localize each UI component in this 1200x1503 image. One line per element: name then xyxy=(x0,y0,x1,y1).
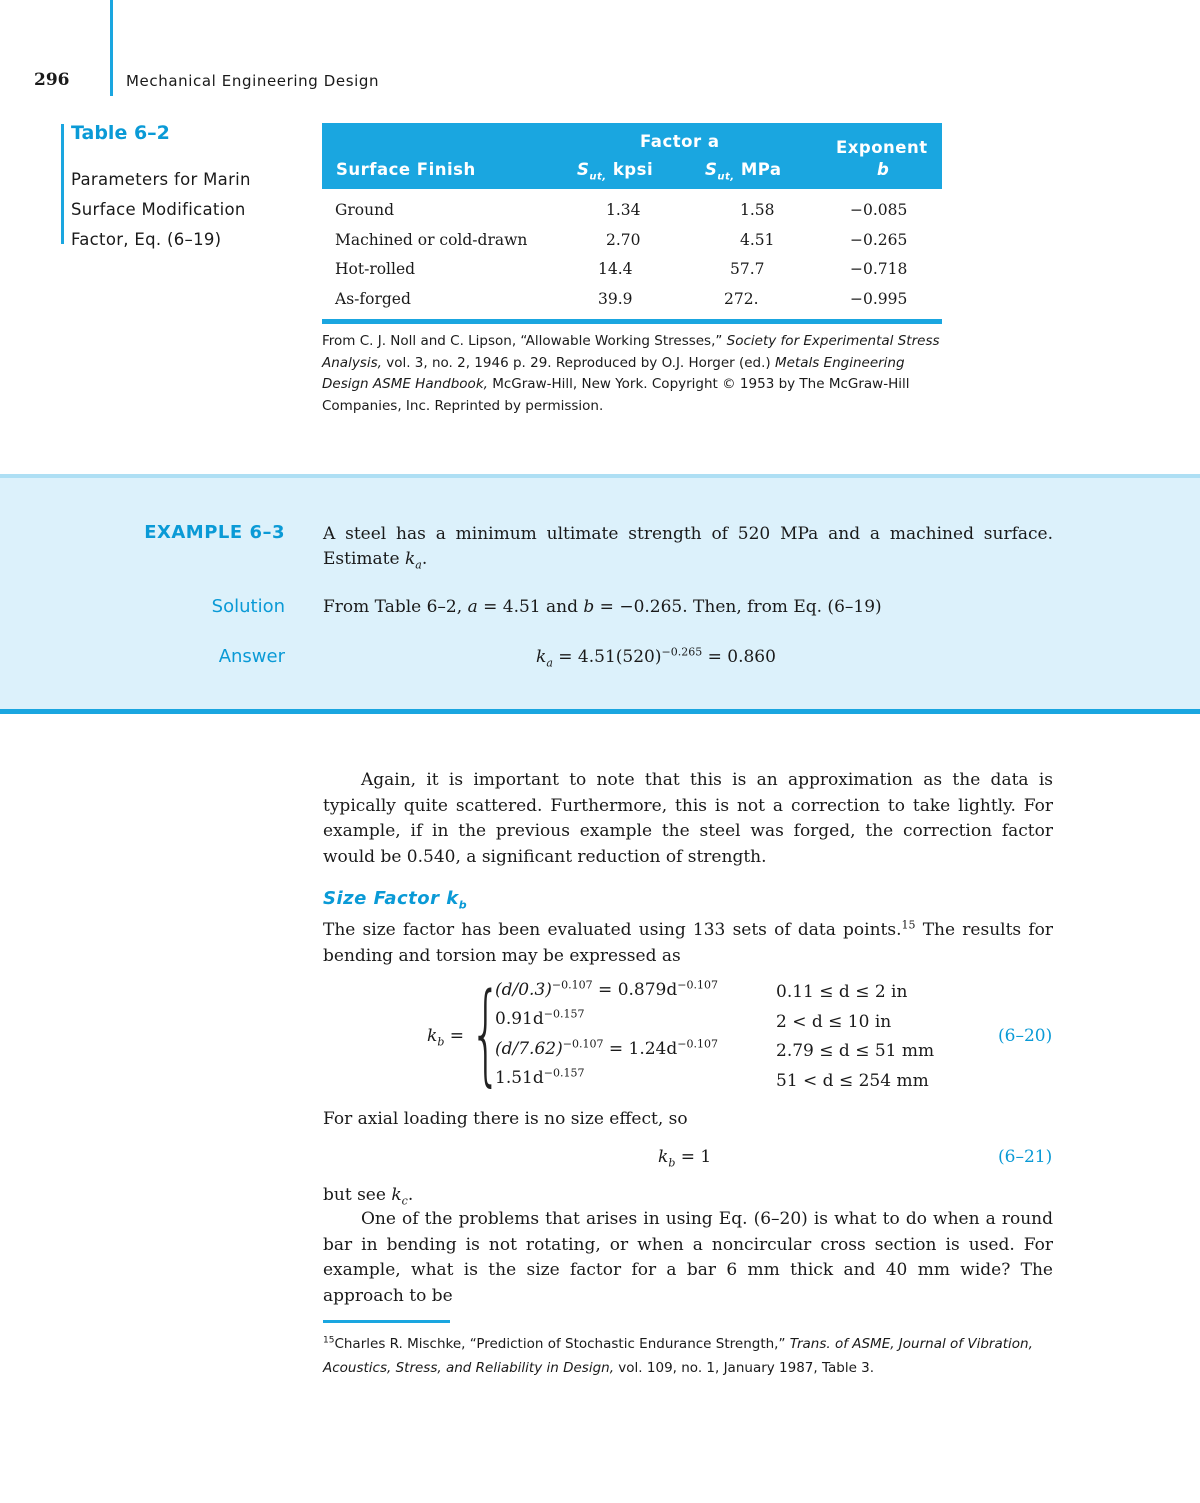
heading-text: Size Factor xyxy=(323,888,447,909)
case-exp: −0.157 xyxy=(543,1007,585,1021)
table-source-note xyxy=(322,331,942,417)
page-number: 296 xyxy=(34,70,70,90)
note-handbook: Metals Engineering Design ASME Handbook, xyxy=(322,354,905,392)
eq620-case xyxy=(495,980,718,1000)
exponent-header: Exponent xyxy=(836,138,928,157)
cell-kpsi: 2.70 xyxy=(606,231,641,249)
cell-kpsi: 14.4 xyxy=(598,260,633,278)
example-band-bottom-rule xyxy=(0,709,1200,714)
case-expr: (d/7.62) xyxy=(495,1039,563,1059)
var-sub: a xyxy=(415,558,422,572)
footnote-rule xyxy=(323,1320,450,1323)
cell-kpsi: 1.34 xyxy=(606,201,641,219)
sut-symbol: S xyxy=(577,160,590,179)
cell-finish: Machined or cold-drawn xyxy=(335,231,528,249)
solution-part: = −0.265. Then, from Eq. (6–19) xyxy=(594,597,882,617)
var-sub: b xyxy=(437,1035,445,1049)
footnote-part: Charles R. Mischke, “Prediction of Stochastic Endurance Strength,” xyxy=(334,1336,790,1352)
case-exp: −0.107 xyxy=(551,978,593,992)
heading-k: k xyxy=(446,888,459,909)
cell-kpsi: 39.9 xyxy=(598,290,633,308)
eq621-number: (6–21) xyxy=(998,1147,1053,1167)
cell-finish: As-forged xyxy=(335,290,411,308)
cell-b: −0.265 xyxy=(850,231,908,249)
case-expr: (d/0.3) xyxy=(495,980,552,1000)
para-part: . xyxy=(407,1185,414,1205)
caption-rule xyxy=(61,124,64,244)
table-bottom-rule xyxy=(322,319,942,324)
eq620-brace: { xyxy=(470,969,502,1097)
case-exp: −0.157 xyxy=(543,1066,585,1080)
table-row xyxy=(322,196,942,226)
solution-label: Solution xyxy=(211,596,285,617)
paragraph-see-kc xyxy=(323,1183,1053,1209)
sut-sub: ut, xyxy=(717,171,735,183)
table-label: Table 6–2 xyxy=(71,122,170,144)
cell-mpa: 57.7 xyxy=(730,260,765,278)
eq620-cond: 2.79 ≤ d ≤ 51 mm xyxy=(776,1041,935,1061)
eq620-case xyxy=(495,1068,584,1088)
table-caption: Parameters for Marin Surface Modification Factor, Eq. (6–19) xyxy=(71,170,251,249)
eq620-cond: 0.11 ≤ d ≤ 2 in xyxy=(776,982,908,1002)
footnote-part: vol. 109, no. 1, January 1987, Table 3. xyxy=(614,1360,875,1376)
factor-a-header xyxy=(640,132,719,151)
cell-mpa: 4.51 xyxy=(740,231,775,249)
case-expr: 0.91d xyxy=(495,1009,544,1029)
header-rule xyxy=(110,0,113,96)
eq-rhs: = 1 xyxy=(675,1147,712,1167)
footnote xyxy=(323,1332,1063,1380)
table-row xyxy=(322,255,942,285)
case-exp: −0.107 xyxy=(677,1037,718,1051)
equals: = xyxy=(444,1026,465,1046)
example-label: EXAMPLE 6–3 xyxy=(144,522,285,543)
case-expr: = 0.879d xyxy=(592,980,678,1000)
var-k: k xyxy=(658,1147,669,1167)
answer-equation xyxy=(536,645,776,670)
footnote-ref: 15 xyxy=(901,918,916,932)
eq620-case xyxy=(495,1039,718,1059)
paragraph-noncircular: One of the problems that arises in using Eq. (6–20) is what to do when a round bar in bending is not rotating, or when a noncircular cross section is used. For example, what is the size factor for a bar 6 mm thick and 40 mm wide? The approach to be xyxy=(323,1209,1053,1306)
problem-text: A steel has a minimum ultimate strength of 520 MPa and a machined surface. Estimate xyxy=(323,524,1053,569)
eq620-lhs xyxy=(427,1026,465,1049)
var-k: k xyxy=(427,1026,438,1046)
sut-kpsi-header xyxy=(577,160,654,183)
example-problem xyxy=(323,522,1053,572)
heading-sub: b xyxy=(458,898,468,912)
cell-mpa: 272. xyxy=(724,290,759,308)
note-part: McGraw-Hill, New York. Copyright © 1953 by The McGraw-Hill Companies, Inc. Reprinted by permission. xyxy=(322,376,910,414)
var-k: k xyxy=(391,1185,402,1205)
table-row xyxy=(322,285,942,315)
cell-mpa: 1.58 xyxy=(740,201,775,219)
answer-exponent: −0.265 xyxy=(661,645,703,659)
note-part: From C. J. Noll and C. Lipson, “Allowable Working Stresses,” xyxy=(322,333,727,349)
sut-symbol: S xyxy=(705,160,718,179)
para-part: The size factor has been evaluated using 133 sets of data points. xyxy=(323,920,902,940)
var-k: k xyxy=(536,647,547,667)
case-expr: 1.51d xyxy=(495,1068,544,1088)
solution-part: From Table 6–2, xyxy=(323,597,468,617)
note-journal: Society for Experimental Stress Analysis, xyxy=(322,333,940,371)
case-exp: −0.107 xyxy=(562,1037,604,1051)
surface-finish-header: Surface Finish xyxy=(336,160,476,179)
mpa-unit: MPa xyxy=(734,160,782,179)
answer-label: Answer xyxy=(218,646,285,667)
footnote-mark: 15 xyxy=(323,1335,335,1346)
cell-b: −0.085 xyxy=(850,201,908,219)
eq620-number: (6–20) xyxy=(998,1026,1053,1046)
cell-finish: Hot-rolled xyxy=(335,260,416,278)
solution-part: = 4.51 and xyxy=(477,597,584,617)
para-part: The results for bending and torsion may be expressed as xyxy=(323,920,1053,966)
footnote-journal: Trans. of ASME, Journal of Vibration, Acoustics, Stress, and Reliability in Design, xyxy=(323,1336,1033,1376)
table-row xyxy=(322,226,942,256)
case-exp: −0.107 xyxy=(677,978,718,992)
cell-b: −0.718 xyxy=(850,260,908,278)
var-a: a xyxy=(467,597,478,617)
eq621 xyxy=(658,1147,712,1170)
answer-part: = 4.51(520) xyxy=(552,647,662,667)
var-b: b xyxy=(583,597,595,617)
solution-text xyxy=(323,597,882,617)
section-heading-size-factor xyxy=(323,888,468,912)
paragraph-axial: For axial loading there is no size effect, so xyxy=(323,1109,688,1129)
problem-end: . xyxy=(421,549,428,569)
factor-a-label: Factor a xyxy=(640,132,720,151)
kpsi-unit: kpsi xyxy=(606,160,654,179)
answer-result: = 0.860 xyxy=(702,647,776,667)
sut-mpa-header xyxy=(705,160,782,183)
cell-b: −0.995 xyxy=(850,290,908,308)
eq620-case xyxy=(495,1009,584,1029)
para-part: but see xyxy=(323,1185,392,1205)
table-header xyxy=(322,123,942,189)
sut-sub: ut, xyxy=(589,171,607,183)
paragraph-approximation: Again, it is important to note that this is an approximation as the data is typically quite scattered. Furthermore, this is not a correction to take lightly. For example, if in the previous example the steel was forged, the correction factor would be 0.540, a significant reduction of strength. xyxy=(323,770,1053,867)
case-expr: = 1.24d xyxy=(603,1039,678,1059)
var-sub: a xyxy=(546,656,553,670)
paragraph-size-factor xyxy=(323,918,1053,969)
exponent-b-header: b xyxy=(877,160,890,179)
eq620-cond: 51 < d ≤ 254 mm xyxy=(776,1071,929,1091)
example-band xyxy=(0,478,1200,711)
cell-finish: Ground xyxy=(335,201,395,219)
var-sub: c xyxy=(401,1194,408,1208)
book-title: Mechanical Engineering Design xyxy=(126,72,380,90)
var-sub: b xyxy=(668,1156,676,1170)
var-k: k xyxy=(404,549,416,569)
note-part: vol. 3, no. 2, 1946 p. 29. Reproduced by O.J. Horger (ed.) xyxy=(381,354,775,371)
eq620-cond: 2 < d ≤ 10 in xyxy=(776,1012,892,1032)
